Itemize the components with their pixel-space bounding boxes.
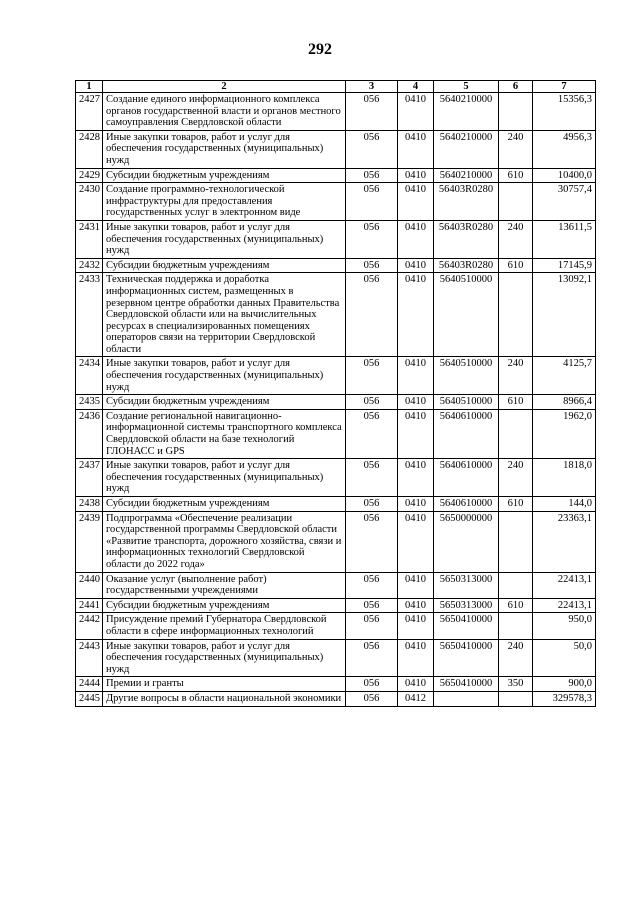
row-number: 2437: [76, 459, 103, 497]
row-amount: 950,0: [533, 613, 596, 639]
table-row: [76, 511, 596, 572]
row-name: Иные закупки товаров, работ и услуг для обеспечения государственных (муниципальных) нужд: [103, 459, 346, 497]
row-section: 0410: [398, 572, 434, 598]
row-amount: 23363,1: [533, 511, 596, 572]
row-name: Присуждение премий Губернатора Свердловской области в сфере информационных технологий: [103, 613, 346, 639]
row-number: 2432: [76, 258, 103, 273]
row-target: 56403R0280: [434, 220, 499, 258]
row-name: Субсидии бюджетным учреждениям: [103, 168, 346, 183]
row-section: 0410: [398, 220, 434, 258]
table-row: [76, 220, 596, 258]
row-expense-type: 610: [499, 168, 533, 183]
table-row: [76, 677, 596, 692]
row-name: Создание программно-технологической инфраструктуры для предоставления государственных услуг в электронном виде: [103, 183, 346, 221]
row-number: 2433: [76, 273, 103, 357]
row-amount: 900,0: [533, 677, 596, 692]
row-section: 0410: [398, 130, 434, 168]
row-code: 056: [346, 613, 398, 639]
row-amount: 4956,3: [533, 130, 596, 168]
row-expense-type: [499, 572, 533, 598]
row-code: 056: [346, 639, 398, 677]
row-section: 0410: [398, 677, 434, 692]
table-row: [76, 691, 596, 706]
row-amount: 15356,3: [533, 93, 596, 131]
row-section: 0410: [398, 93, 434, 131]
header-row: [76, 81, 596, 93]
header-col-5: 5: [434, 81, 499, 93]
row-section: 0410: [398, 183, 434, 221]
row-name: Субсидии бюджетным учреждениям: [103, 258, 346, 273]
row-expense-type: [499, 691, 533, 706]
row-target: 56403R0280: [434, 258, 499, 273]
row-section: 0410: [398, 258, 434, 273]
row-target: 5640510000: [434, 395, 499, 410]
row-amount: 13611,5: [533, 220, 596, 258]
row-expense-type: 240: [499, 459, 533, 497]
row-expense-type: [499, 409, 533, 458]
row-target: 5650410000: [434, 613, 499, 639]
row-amount: 1962,0: [533, 409, 596, 458]
header-col-4: 4: [398, 81, 434, 93]
header-col-2: 2: [103, 81, 346, 93]
row-number: 2429: [76, 168, 103, 183]
table-row: [76, 357, 596, 395]
row-code: 056: [346, 395, 398, 410]
row-number: 2445: [76, 691, 103, 706]
row-expense-type: 610: [499, 598, 533, 613]
row-code: 056: [346, 677, 398, 692]
row-expense-type: 610: [499, 258, 533, 273]
header-col-3: 3: [346, 81, 398, 93]
row-number: 2444: [76, 677, 103, 692]
row-amount: 17145,9: [533, 258, 596, 273]
row-expense-type: [499, 511, 533, 572]
table-body: [76, 93, 596, 707]
table-row: [76, 613, 596, 639]
row-expense-type: [499, 183, 533, 221]
table-row: [76, 395, 596, 410]
row-number: 2428: [76, 130, 103, 168]
row-name: Создание региональной навигационно-информационной системы транспортного комплекса Свердловской области на базе технологий ГЛОНАСС и GPS: [103, 409, 346, 458]
row-section: 0410: [398, 613, 434, 639]
row-target: 5640510000: [434, 357, 499, 395]
row-amount: 22413,1: [533, 598, 596, 613]
row-section: 0410: [398, 511, 434, 572]
row-expense-type: 240: [499, 639, 533, 677]
row-target: 5640610000: [434, 409, 499, 458]
row-section: 0410: [398, 357, 434, 395]
row-number: 2438: [76, 497, 103, 512]
row-amount: 8966,4: [533, 395, 596, 410]
row-name: Оказание услуг (выполнение работ) государственными учреждениями: [103, 572, 346, 598]
row-amount: 329578,3: [533, 691, 596, 706]
row-target: 5640510000: [434, 273, 499, 357]
row-amount: 50,0: [533, 639, 596, 677]
row-name: Иные закупки товаров, работ и услуг для обеспечения государственных (муниципальных) нужд: [103, 357, 346, 395]
row-section: 0410: [398, 598, 434, 613]
row-target: [434, 691, 499, 706]
table-row: [76, 168, 596, 183]
row-code: 056: [346, 409, 398, 458]
row-number: 2427: [76, 93, 103, 131]
row-target: 5640210000: [434, 130, 499, 168]
row-expense-type: 240: [499, 130, 533, 168]
row-number: 2430: [76, 183, 103, 221]
row-section: 0410: [398, 497, 434, 512]
row-target: 5650000000: [434, 511, 499, 572]
row-amount: 10400,0: [533, 168, 596, 183]
row-amount: 144,0: [533, 497, 596, 512]
row-code: 056: [346, 130, 398, 168]
row-code: 056: [346, 459, 398, 497]
row-number: 2441: [76, 598, 103, 613]
row-number: 2439: [76, 511, 103, 572]
row-target: 5640610000: [434, 459, 499, 497]
row-amount: 30757,4: [533, 183, 596, 221]
row-name: Премии и гранты: [103, 677, 346, 692]
page-number: 292: [308, 41, 332, 58]
row-code: 056: [346, 598, 398, 613]
row-number: 2436: [76, 409, 103, 458]
row-name: Иные закупки товаров, работ и услуг для обеспечения государственных (муниципальных) нужд: [103, 639, 346, 677]
table-row: [76, 130, 596, 168]
row-expense-type: 240: [499, 220, 533, 258]
row-target: 5650313000: [434, 598, 499, 613]
header-col-7: 7: [533, 81, 596, 93]
table-row: [76, 497, 596, 512]
row-code: 056: [346, 572, 398, 598]
row-expense-type: 350: [499, 677, 533, 692]
row-target: 5650410000: [434, 639, 499, 677]
table-row: [76, 409, 596, 458]
row-expense-type: 610: [499, 497, 533, 512]
row-name: Иные закупки товаров, работ и услуг для обеспечения государственных (муниципальных) нужд: [103, 220, 346, 258]
row-target: 5640210000: [434, 93, 499, 131]
table-row: [76, 93, 596, 131]
row-code: 056: [346, 273, 398, 357]
row-code: 056: [346, 168, 398, 183]
row-code: 056: [346, 511, 398, 572]
row-section: 0410: [398, 409, 434, 458]
row-code: 056: [346, 691, 398, 706]
row-name: Субсидии бюджетным учреждениям: [103, 497, 346, 512]
table-row: [76, 572, 596, 598]
row-section: 0410: [398, 273, 434, 357]
row-expense-type: [499, 613, 533, 639]
row-expense-type: [499, 93, 533, 131]
row-name: Техническая поддержка и доработка информационных систем, размещенных в резервном центре обработки данных Правительства Свердловской области или на вычислительных ресурсах в специализированных помещениях операторов связи на территории Свердловской области: [103, 273, 346, 357]
row-target: 5650313000: [434, 572, 499, 598]
row-number: 2443: [76, 639, 103, 677]
row-number: 2440: [76, 572, 103, 598]
header-col-6: 6: [499, 81, 533, 93]
row-name: Другие вопросы в области национальной экономики: [103, 691, 346, 706]
row-number: 2431: [76, 220, 103, 258]
row-amount: 22413,1: [533, 572, 596, 598]
row-target: 56403R0280: [434, 183, 499, 221]
row-name: Подпрограмма «Обеспечение реализации государственной программы Свердловской области «Развитие транспорта, дорожного хозяйства, связи и информационных технологий Свердловской области до 2022 года»: [103, 511, 346, 572]
row-expense-type: 610: [499, 395, 533, 410]
row-number: 2435: [76, 395, 103, 410]
row-section: 0410: [398, 168, 434, 183]
table-row: [76, 598, 596, 613]
row-amount: 4125,7: [533, 357, 596, 395]
row-name: Субсидии бюджетным учреждениям: [103, 395, 346, 410]
row-name: Создание единого информационного комплекса органов государственной власти и органов местного самоуправления Свердловской области: [103, 93, 346, 131]
row-target: 5650410000: [434, 677, 499, 692]
row-code: 056: [346, 258, 398, 273]
row-target: 5640610000: [434, 497, 499, 512]
row-code: 056: [346, 357, 398, 395]
row-number: 2434: [76, 357, 103, 395]
row-section: 0410: [398, 459, 434, 497]
row-code: 056: [346, 93, 398, 131]
row-amount: 13092,1: [533, 273, 596, 357]
row-code: 056: [346, 183, 398, 221]
row-code: 056: [346, 497, 398, 512]
row-expense-type: 240: [499, 357, 533, 395]
table-row: [76, 273, 596, 357]
table-row: [76, 258, 596, 273]
row-section: 0412: [398, 691, 434, 706]
header-col-1: 1: [76, 81, 103, 93]
row-name: Субсидии бюджетным учреждениям: [103, 598, 346, 613]
row-target: 5640210000: [434, 168, 499, 183]
budget-table: [75, 80, 596, 707]
row-name: Иные закупки товаров, работ и услуг для обеспечения государственных (муниципальных) нужд: [103, 130, 346, 168]
row-section: 0410: [398, 639, 434, 677]
table-row: [76, 639, 596, 677]
row-amount: 1818,0: [533, 459, 596, 497]
table-row: [76, 183, 596, 221]
row-number: 2442: [76, 613, 103, 639]
table-row: [76, 459, 596, 497]
row-expense-type: [499, 273, 533, 357]
row-code: 056: [346, 220, 398, 258]
row-section: 0410: [398, 395, 434, 410]
